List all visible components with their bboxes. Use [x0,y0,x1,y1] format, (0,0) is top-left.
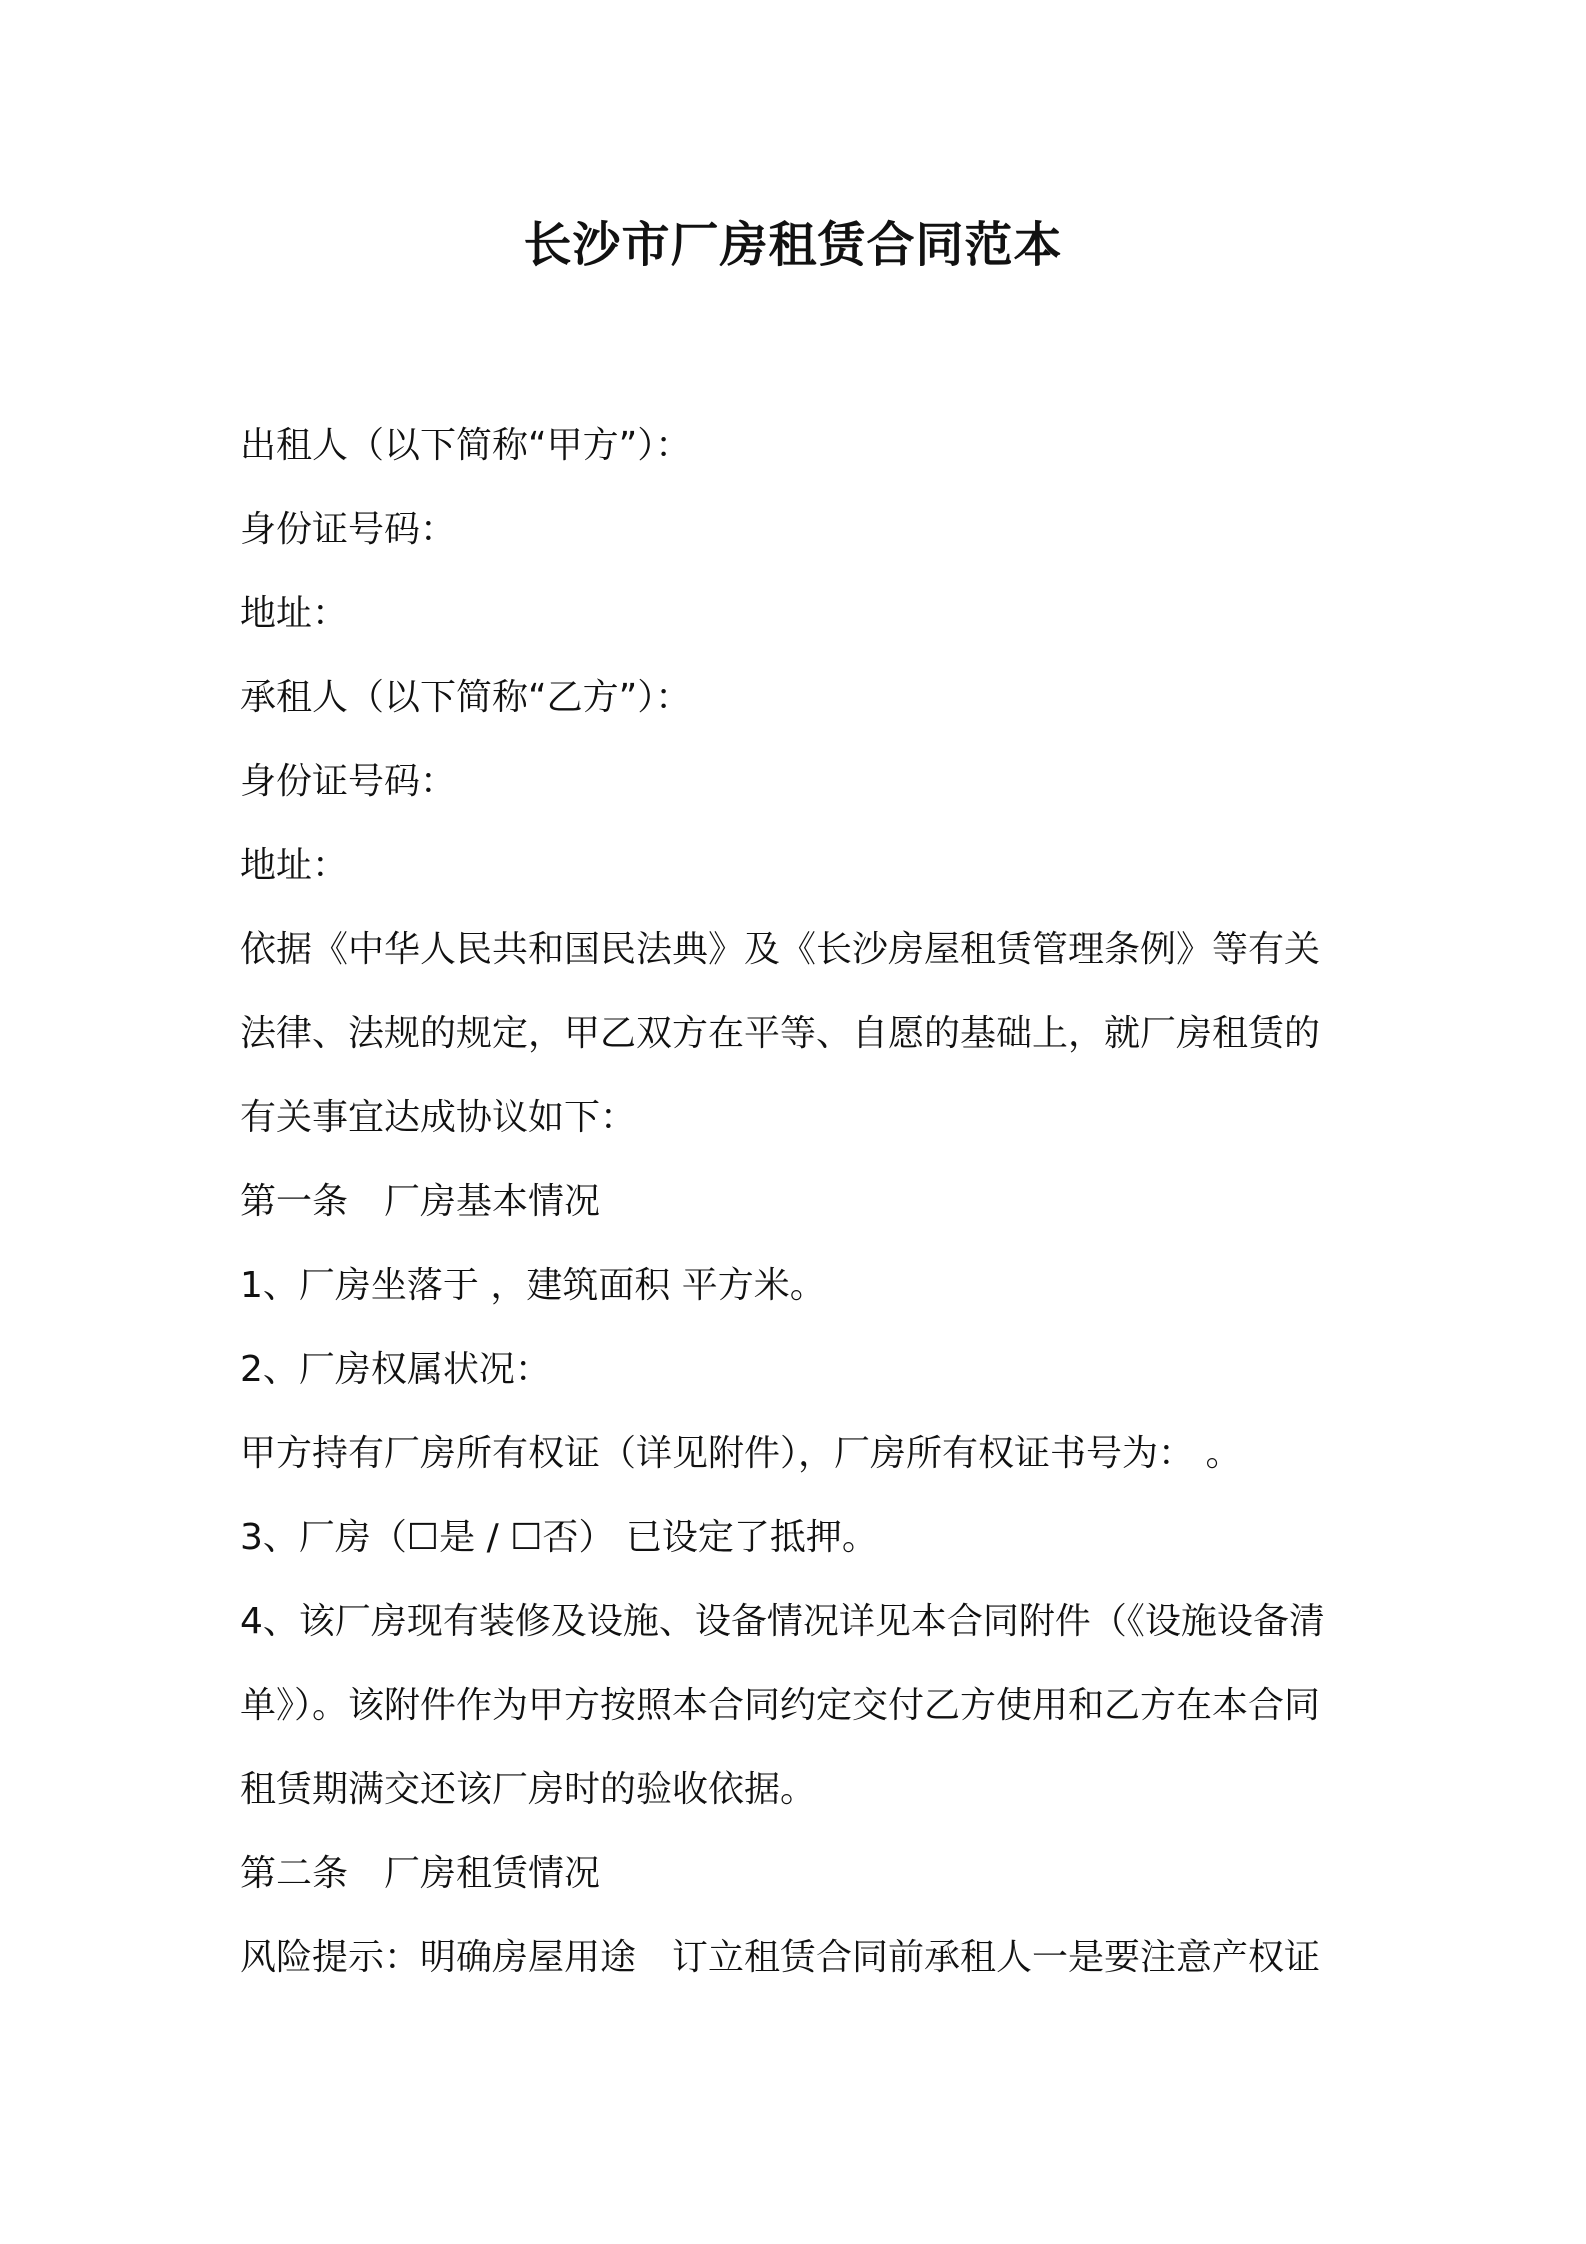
contract-body [240,404,1350,2000]
lessor-line: 出租人（以下简称“甲方”）： [240,425,692,466]
preamble-line-2: 法律、法规的规定，甲乙双方在平等、自愿的基础上，就厂房租赁的 [240,1013,1321,1054]
lessor-address-line: 地址： [240,593,349,634]
document-title: 长沙市厂房租赁合同范本 [523,217,1063,273]
lessee-line: 承租人（以下简称“乙方”）： [240,677,692,718]
risk-notice-line: 风险提示：明确房屋用途 订立租赁合同前承租人一是要注意产权证 [240,1937,1321,1978]
article-1-item-4-line-2: 单》）。该附件作为甲方按照本合同约定交付乙方使用和乙方在本合同 [240,1685,1321,1726]
article-1-item-1: 1、厂房坐落于 ，建筑面积 平方米。 [240,1265,826,1306]
lessor-id-line: 身份证号码： [240,509,457,550]
article-1-heading: 第一条 厂房基本情况 [240,1181,601,1222]
article-1-item-4-line-3: 租赁期满交还该厂房时的验收依据。 [240,1769,817,1810]
article-1-item-4-line-1: 4、该厂房现有装修及设施、设备情况详见本合同附件（《设施设备清 [240,1601,1325,1642]
lessee-address-line: 地址： [240,845,349,886]
preamble-line-3: 有关事宜达成协议如下： [240,1097,637,1138]
article-1-item-2-detail: 甲方持有厂房所有权证（详见附件），厂房所有权证书号为： 。 [240,1433,1242,1474]
preamble-line-1: 依据《中华人民共和国民法典》及《长沙房屋租赁管理条例》等有关 [240,929,1321,970]
article-1-item-2: 2、厂房权属状况： [240,1349,551,1390]
lessee-id-line: 身份证号码： [240,761,457,802]
article-2-heading: 第二条 厂房租赁情况 [240,1853,601,1894]
article-1-item-3: 3、厂房（☐是 / ☐否） 已设定了抵押。 [240,1517,878,1558]
